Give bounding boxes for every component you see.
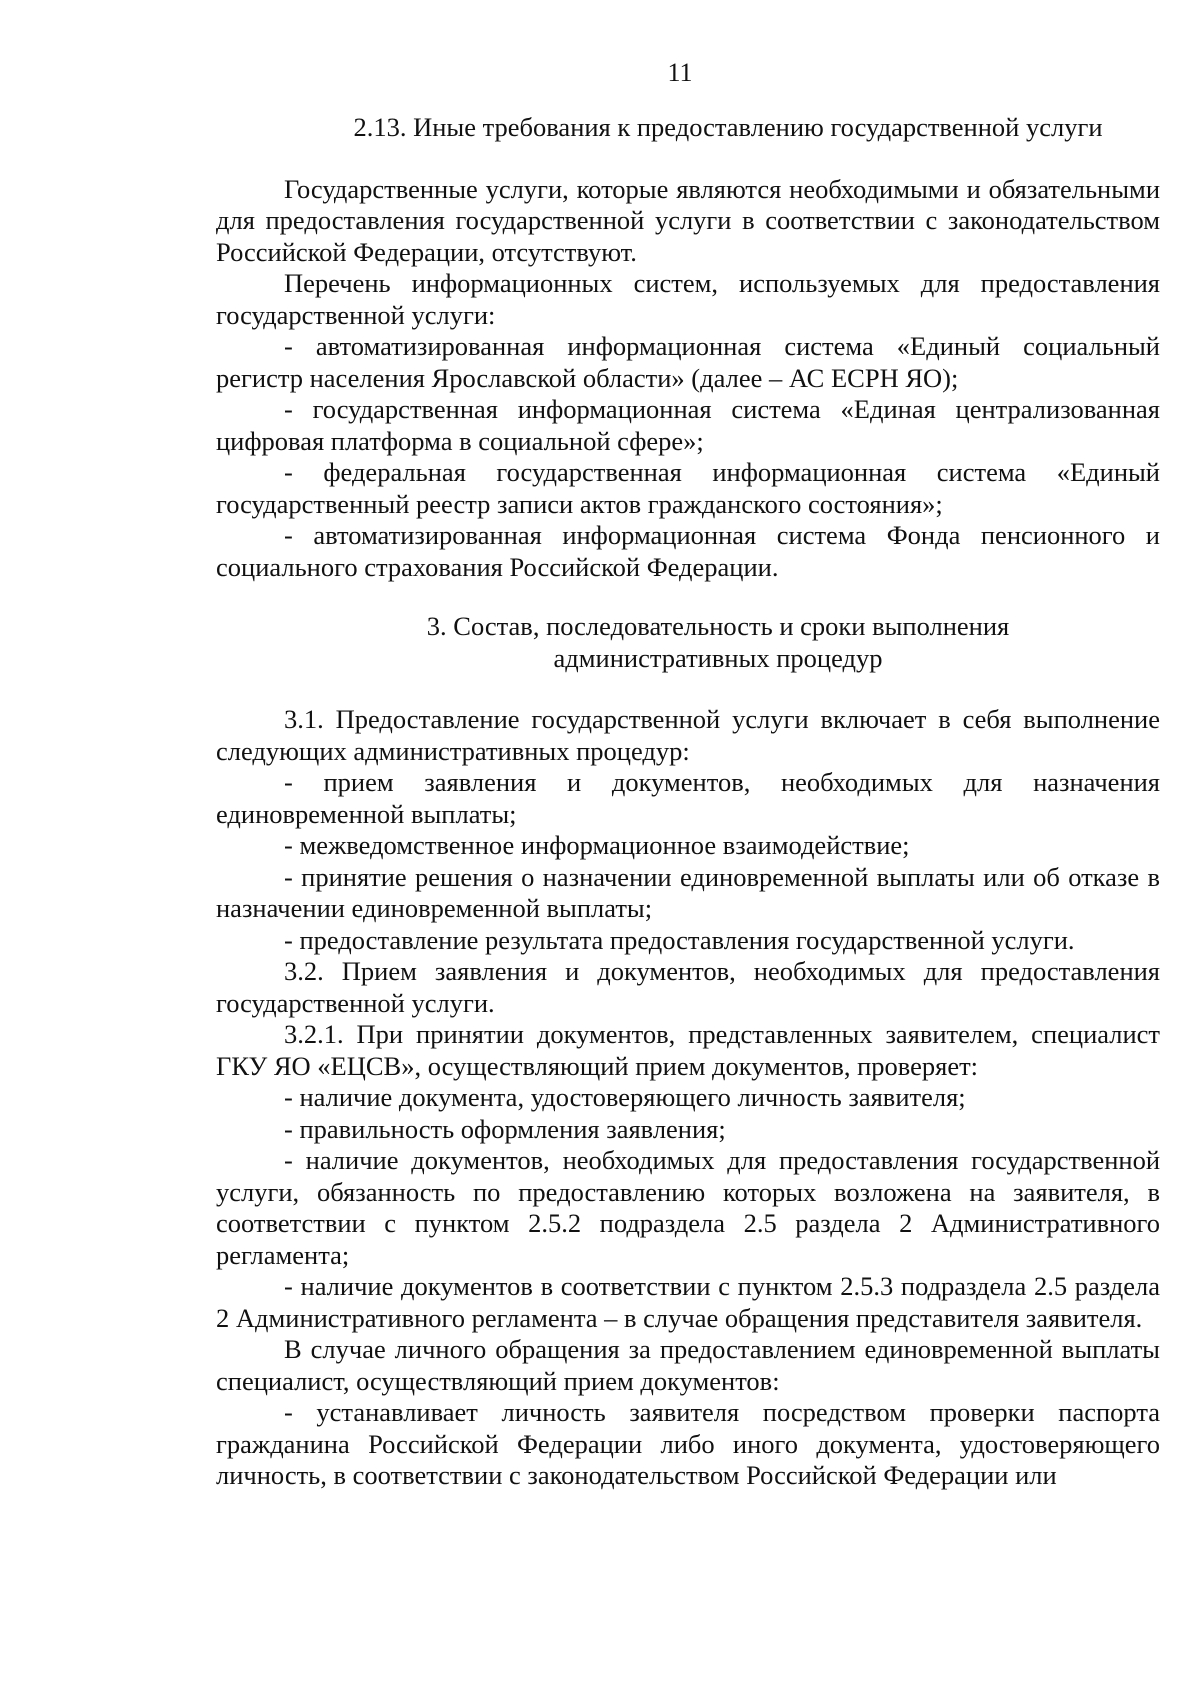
list-item: - принятие решения о назначении единовременной выплаты или об отказе в назначении единовременной выплаты; — [216, 861, 1160, 923]
section-2-13-heading: 2.13. Иные требования к предоставлению государственной услуги — [353, 112, 1103, 142]
paragraph: 3.1. Предоставление государственной услуги включает в себя выполнение следующих административных процедур: — [216, 704, 1160, 766]
list-item: - федеральная государственная информационная система «Единый государственный реестр записи актов гражданского состояния»; — [216, 457, 1160, 519]
page-number: 11 — [667, 58, 693, 87]
document-body — [216, 112, 1160, 1492]
section-3-heading-line2: административных процедур — [553, 642, 883, 673]
list-item: - предоставление результата предоставления государственной услуги. — [284, 924, 1075, 955]
list-item: - автоматизированная информационная система Фонда пенсионного и социального страхования Российской Федерации. — [216, 520, 1160, 582]
list-item: - прием заявления и документов, необходимых для назначения единовременной выплаты; — [216, 767, 1160, 829]
paragraph: 3.2.1. При принятии документов, представленных заявителем, специалист ГКУ ЯО «ЕЦСВ», осуществляющий прием документов, проверяет: — [216, 1019, 1160, 1081]
spacer — [216, 144, 1160, 174]
list-item: - наличие документов, необходимых для предоставления государственной услуги, обязанность по предоставлению которых возложена на заявителя, в соответствии с пунктом 2.5.2 подраздела 2.5 раздела 2 Административного регламента; — [216, 1145, 1160, 1270]
paragraph: 3.2. Прием заявления и документов, необходимых для предоставления государственной услуги. — [216, 956, 1160, 1018]
paragraph: В случае личного обращения за предоставлением единовременной выплаты специалист, осуществляющий прием документов: — [216, 1334, 1160, 1396]
list-item: - наличие документа, удостоверяющего личность заявителя; — [284, 1082, 966, 1112]
list-item: - устанавливает личность заявителя посредством проверки паспорта гражданина Российской Федерации либо иного документа, удостоверяющего личность, в соответствии с законодательством Российской Федерации или — [216, 1397, 1160, 1490]
list-item: - межведомственное информационное взаимодействие; — [284, 830, 910, 860]
paragraph: Перечень информационных систем, используемых для предоставления государственной услуги: — [216, 268, 1160, 330]
paragraph: Государственные услуги, которые являются необходимыми и обязательными для предоставления государственной услуги в соответствии с законодательством Российской Федерации, отсутствуют. — [216, 173, 1160, 267]
section-3-heading — [216, 611, 1160, 674]
list-item: - наличие документов в соответствии с пунктом 2.5.3 подраздела 2.5 раздела 2 Административного регламента – в случае обращения представителя заявителя. — [216, 1271, 1160, 1333]
list-item: - государственная информационная система «Единая централизованная цифровая платформа в социальной сфере»; — [216, 394, 1160, 456]
list-item: - автоматизированная информационная система «Единый социальный регистр населения Ярославской области» (далее – АС ЕСРН ЯО); — [216, 331, 1160, 393]
section-3-heading-line1: 3. Состав, последовательность и сроки выполнения — [426, 611, 1010, 641]
list-item: - правильность оформления заявления; — [284, 1113, 726, 1144]
